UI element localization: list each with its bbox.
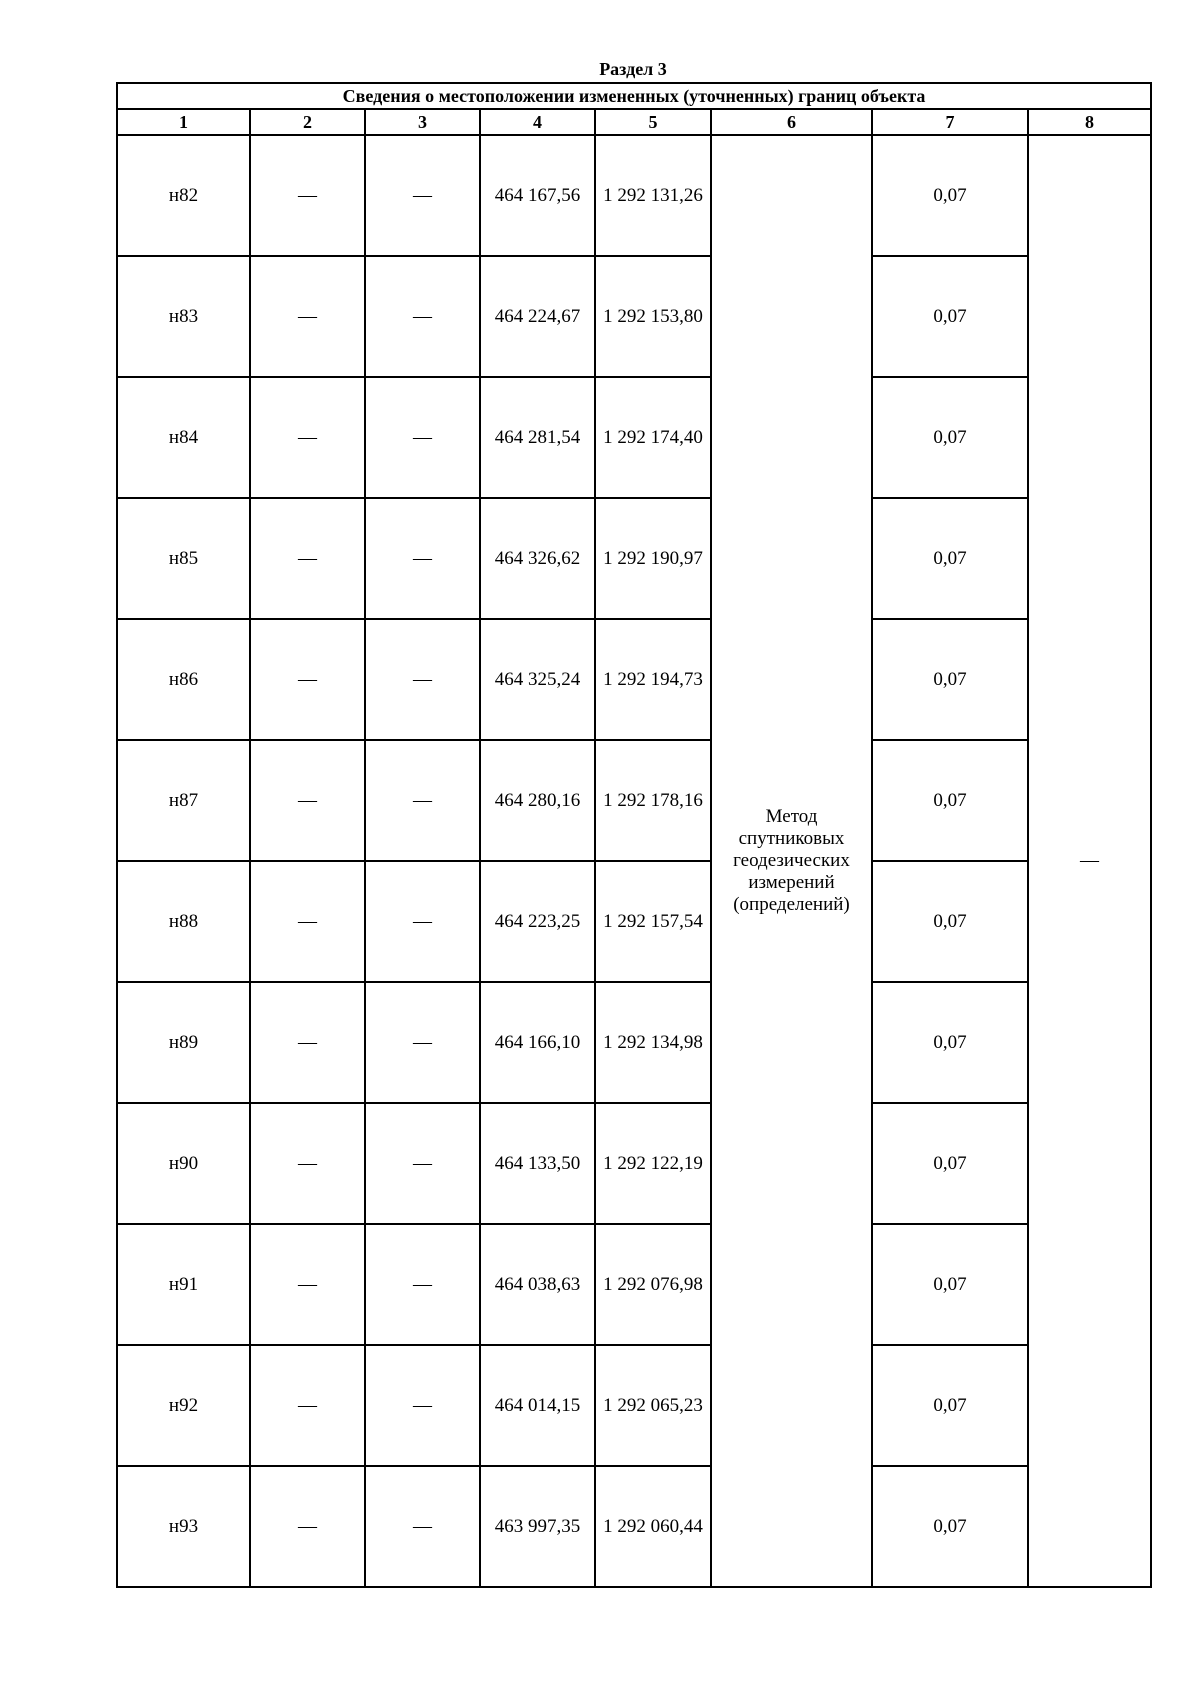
y-coordinate-cell: 1 292 076,98 xyxy=(595,1224,711,1345)
column-header: 5 xyxy=(595,109,711,135)
point-name-cell: н86 xyxy=(117,619,250,740)
table-row xyxy=(117,861,1151,982)
x-coordinate-cell: 464 325,24 xyxy=(480,619,595,740)
table-row xyxy=(117,498,1151,619)
y-coordinate-cell: 1 292 157,54 xyxy=(595,861,711,982)
column-2-cell: — xyxy=(250,256,365,377)
column-3-cell: — xyxy=(365,498,480,619)
accuracy-cell: 0,07 xyxy=(872,256,1028,377)
column-3-cell: — xyxy=(365,377,480,498)
point-name-cell: н92 xyxy=(117,1345,250,1466)
method-line: (определений) xyxy=(733,894,850,915)
point-name-cell: н82 xyxy=(117,135,250,256)
accuracy-cell: 0,07 xyxy=(872,1224,1028,1345)
column-header: 2 xyxy=(250,109,365,135)
accuracy-cell: 0,07 xyxy=(872,619,1028,740)
x-coordinate-cell: 464 280,16 xyxy=(480,740,595,861)
x-coordinate-cell: 464 223,25 xyxy=(480,861,595,982)
y-coordinate-cell: 1 292 174,40 xyxy=(595,377,711,498)
x-coordinate-cell: 464 326,62 xyxy=(480,498,595,619)
y-coordinate-cell: 1 292 060,44 xyxy=(595,1466,711,1587)
method-line: Метод xyxy=(765,806,818,827)
accuracy-cell: 0,07 xyxy=(872,498,1028,619)
column-2-cell: — xyxy=(250,861,365,982)
method-cell xyxy=(711,135,872,1587)
y-coordinate-cell: 1 292 190,97 xyxy=(595,498,711,619)
column-3-cell: — xyxy=(365,1103,480,1224)
column-2-cell: — xyxy=(250,619,365,740)
column-3-cell: — xyxy=(365,982,480,1103)
table-row xyxy=(117,1103,1151,1224)
accuracy-cell: 0,07 xyxy=(872,982,1028,1103)
x-coordinate-cell: 464 014,15 xyxy=(480,1345,595,1466)
column-2-cell: — xyxy=(250,135,365,256)
column-header: 7 xyxy=(872,109,1028,135)
column-header: 6 xyxy=(711,109,872,135)
x-coordinate-cell: 464 224,67 xyxy=(480,256,595,377)
column-8-cell: — xyxy=(1028,135,1151,1587)
column-3-cell: — xyxy=(365,740,480,861)
column-header: 4 xyxy=(480,109,595,135)
column-2-cell: — xyxy=(250,740,365,861)
point-name-cell: н85 xyxy=(117,498,250,619)
column-2-cell: — xyxy=(250,1345,365,1466)
point-name-cell: н89 xyxy=(117,982,250,1103)
table-caption: Сведения о местоположении измененных (уточненных) границ объекта xyxy=(117,83,1151,109)
boundary-coordinates-table xyxy=(116,82,1152,1588)
column-2-cell: — xyxy=(250,1103,365,1224)
column-3-cell: — xyxy=(365,135,480,256)
accuracy-cell: 0,07 xyxy=(872,861,1028,982)
table-row xyxy=(117,1224,1151,1345)
y-coordinate-cell: 1 292 153,80 xyxy=(595,256,711,377)
accuracy-cell: 0,07 xyxy=(872,1103,1028,1224)
point-name-cell: н90 xyxy=(117,1103,250,1224)
accuracy-cell: 0,07 xyxy=(872,377,1028,498)
column-2-cell: — xyxy=(250,982,365,1103)
column-3-cell: — xyxy=(365,1224,480,1345)
y-coordinate-cell: 1 292 065,23 xyxy=(595,1345,711,1466)
accuracy-cell: 0,07 xyxy=(872,135,1028,256)
accuracy-cell: 0,07 xyxy=(872,1345,1028,1466)
column-header: 3 xyxy=(365,109,480,135)
table-row xyxy=(117,740,1151,861)
column-3-cell: — xyxy=(365,1466,480,1587)
x-coordinate-cell: 464 166,10 xyxy=(480,982,595,1103)
x-coordinate-cell: 464 167,56 xyxy=(480,135,595,256)
table-row xyxy=(117,377,1151,498)
method-line: измерений xyxy=(748,872,835,893)
table-row xyxy=(117,619,1151,740)
point-name-cell: н93 xyxy=(117,1466,250,1587)
x-coordinate-cell: 464 281,54 xyxy=(480,377,595,498)
column-3-cell: — xyxy=(365,256,480,377)
column-2-cell: — xyxy=(250,1224,365,1345)
y-coordinate-cell: 1 292 178,16 xyxy=(595,740,711,861)
column-header: 1 xyxy=(117,109,250,135)
column-2-cell: — xyxy=(250,498,365,619)
y-coordinate-cell: 1 292 194,73 xyxy=(595,619,711,740)
table-row xyxy=(117,1345,1151,1466)
table-caption-row xyxy=(117,83,1151,109)
y-coordinate-cell: 1 292 122,19 xyxy=(595,1103,711,1224)
column-numbers-row xyxy=(117,109,1151,135)
table-row xyxy=(117,982,1151,1103)
point-name-cell: н88 xyxy=(117,861,250,982)
method-line: геодезических xyxy=(733,850,850,871)
column-3-cell: — xyxy=(365,861,480,982)
point-name-cell: н83 xyxy=(117,256,250,377)
y-coordinate-cell: 1 292 134,98 xyxy=(595,982,711,1103)
column-2-cell: — xyxy=(250,377,365,498)
point-name-cell: н87 xyxy=(117,740,250,861)
column-2-cell: — xyxy=(250,1466,365,1587)
column-3-cell: — xyxy=(365,619,480,740)
point-name-cell: н91 xyxy=(117,1224,250,1345)
table-row xyxy=(117,1466,1151,1587)
column-header: 8 xyxy=(1028,109,1151,135)
table-row xyxy=(117,135,1151,256)
table-row xyxy=(117,256,1151,377)
x-coordinate-cell: 463 997,35 xyxy=(480,1466,595,1587)
method-line: спутниковых xyxy=(738,828,845,849)
point-name-cell: н84 xyxy=(117,377,250,498)
section-title: Раздел 3 xyxy=(599,59,667,79)
x-coordinate-cell: 464 133,50 xyxy=(480,1103,595,1224)
y-coordinate-cell: 1 292 131,26 xyxy=(595,135,711,256)
accuracy-cell: 0,07 xyxy=(872,1466,1028,1587)
column-3-cell: — xyxy=(365,1345,480,1466)
x-coordinate-cell: 464 038,63 xyxy=(480,1224,595,1345)
accuracy-cell: 0,07 xyxy=(872,740,1028,861)
